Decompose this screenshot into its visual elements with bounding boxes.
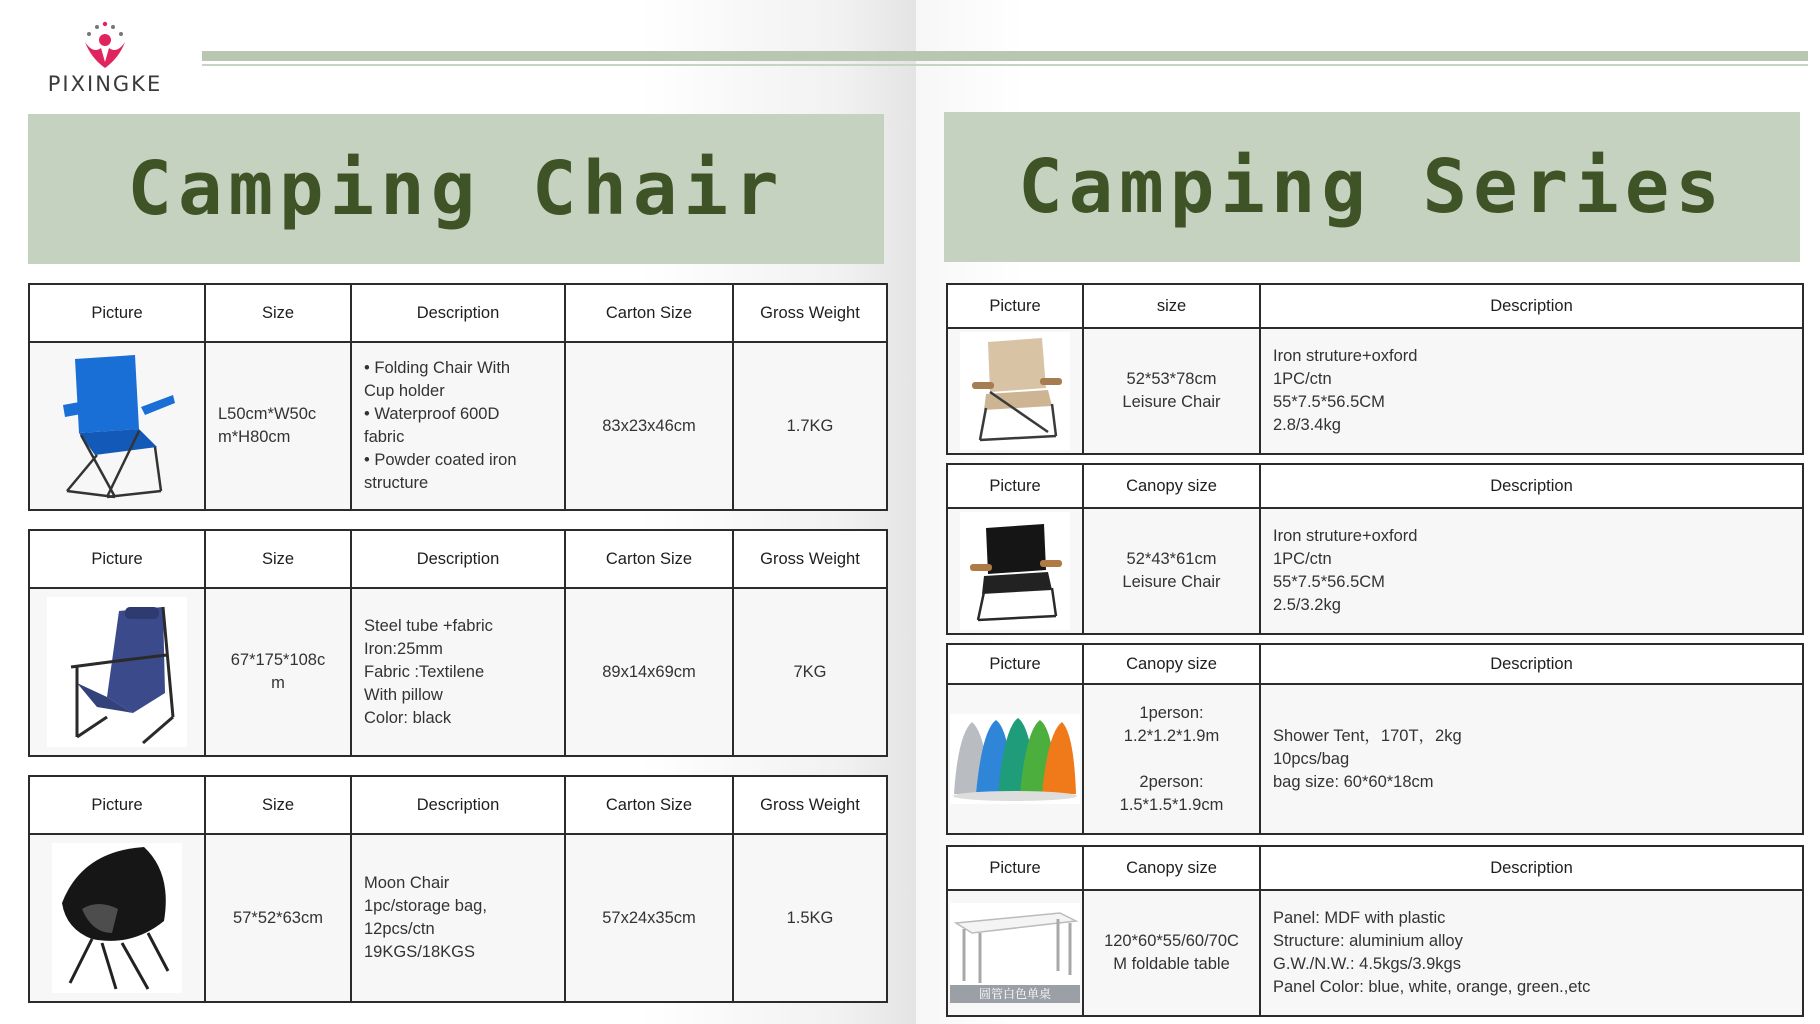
description-line: bag size: 60*60*18cm	[1273, 772, 1434, 791]
size-cell	[205, 588, 351, 756]
page-title-camping-chair: Camping Chair	[127, 146, 785, 232]
description-line: Fabric :Textilene	[364, 662, 485, 681]
brand-logo	[40, 18, 170, 108]
header-canopy-size: Canopy size	[1083, 644, 1260, 684]
header-picture: Picture	[947, 846, 1083, 890]
header-picture: Picture	[29, 530, 205, 588]
description-cell	[1260, 508, 1803, 634]
description-line: 2.8/3.4kg	[1273, 416, 1341, 434]
header-carton-size: Carton Size	[565, 530, 733, 588]
header-canopy-size: Canopy size	[1083, 464, 1260, 508]
size-cell	[1083, 328, 1260, 454]
khaki-leisure-chair-image	[960, 332, 1070, 450]
series-table-3	[946, 643, 1804, 835]
size-line	[1084, 748, 1259, 771]
description-line: Iron struture+oxford	[1273, 347, 1418, 365]
description-line: 12pcs/ctn	[364, 920, 435, 938]
header-rule-thin	[202, 64, 1808, 66]
description-line: Panel: MDF with plastic	[1273, 909, 1446, 927]
size-line: 57*52*63cm	[233, 908, 323, 927]
header-description: Description	[351, 530, 565, 588]
description-cell	[1260, 328, 1803, 454]
description-cell	[351, 342, 565, 510]
size-line: 1person:	[1139, 703, 1204, 722]
header-description: Description	[1260, 846, 1803, 890]
size-line: Leisure Chair	[1122, 573, 1221, 591]
blue-folding-chair-image	[57, 351, 177, 501]
size-line: M foldable table	[1113, 955, 1230, 973]
header-gross-weight: Gross Weight	[733, 284, 887, 342]
size-line: Leisure Chair	[1122, 393, 1221, 411]
header-description: Description	[1260, 644, 1803, 684]
description-line: G.W./N.W.: 4.5kgs/3.9kgs	[1273, 955, 1461, 973]
description-line: 1PC/ctn	[1273, 550, 1332, 568]
chair-table-3	[28, 775, 888, 1003]
header-carton-size: Carton Size	[565, 776, 733, 834]
description-line: • Powder coated iron	[364, 451, 517, 469]
description-line: • Folding Chair With	[364, 359, 511, 377]
carton-size-cell: 57x24x35cm	[565, 834, 733, 1002]
header-description: Description	[351, 776, 565, 834]
description-line: 55*7.5*56.5CM	[1273, 393, 1385, 411]
description-line: 19KGS/18KGS	[364, 943, 475, 961]
size-line: 1.2*1.2*1.9m	[1123, 726, 1220, 745]
size-cell	[1083, 508, 1260, 634]
product-picture-cell	[29, 834, 205, 1002]
chair-table-2	[28, 529, 888, 757]
product-picture-cell	[947, 328, 1083, 454]
description-cell	[1260, 684, 1803, 834]
header-gross-weight: Gross Weight	[733, 530, 887, 588]
brand-name: PIXINGKE	[47, 72, 163, 96]
description-line: Shower Tent，170T，2kg	[1273, 726, 1462, 745]
header-carton-size: Carton Size	[565, 284, 733, 342]
product-picture-cell	[947, 890, 1083, 1016]
foldable-table-image	[950, 903, 1080, 1003]
header-size: size	[1083, 284, 1260, 328]
gross-weight-cell: 7KG	[733, 588, 887, 756]
description-line: Structure: aluminium alloy	[1273, 932, 1463, 950]
size-cell	[205, 342, 351, 510]
series-table-1	[946, 283, 1804, 455]
header-picture: Picture	[947, 464, 1083, 508]
header-size: Size	[205, 776, 351, 834]
header-picture: Picture	[29, 284, 205, 342]
header-size: Size	[205, 284, 351, 342]
header-size: Size	[205, 530, 351, 588]
gross-weight-cell: 1.7KG	[733, 342, 887, 510]
header-description: Description	[351, 284, 565, 342]
header-gross-weight: Gross Weight	[733, 776, 887, 834]
description-line: 1PC/ctn	[1273, 370, 1332, 388]
carton-size-cell: 89x14x69cm	[565, 588, 733, 756]
description-cell	[351, 834, 565, 1002]
carton-size-cell: 83x23x46cm	[565, 342, 733, 510]
series-table-4	[946, 845, 1804, 1017]
table-image-caption: 圆管白色单桌	[978, 987, 1052, 1001]
description-line: With pillow	[364, 685, 443, 704]
description-line: Color: black	[364, 708, 452, 727]
shower-tents-image	[950, 714, 1080, 804]
gross-weight-cell: 1.5KG	[733, 834, 887, 1002]
black-moon-chair-image	[52, 843, 182, 993]
description-line: 55*7.5*56.5CM	[1273, 573, 1385, 591]
size-line: 120*60*55/60/70C	[1104, 932, 1239, 950]
logo-figure-icon	[75, 18, 135, 70]
size-line: m*H80cm	[218, 428, 291, 446]
blue-recliner-chair-image	[47, 597, 187, 747]
product-picture-cell	[29, 342, 205, 510]
header-description: Description	[1260, 284, 1803, 328]
product-picture-cell	[947, 684, 1083, 834]
size-cell	[1083, 890, 1260, 1016]
product-picture-cell	[947, 508, 1083, 634]
page-title-camping-series: Camping Series	[1018, 144, 1726, 230]
size-line: 52*43*61cm	[1126, 550, 1217, 568]
header-rule	[202, 51, 1808, 61]
size-line: 1.5*1.5*1.9cm	[1119, 795, 1224, 814]
header-picture: Picture	[947, 284, 1083, 328]
size-line: L50cm*W50c	[218, 405, 317, 423]
size-cell	[1083, 684, 1260, 834]
header-description: Description	[1260, 464, 1803, 508]
description-line: Iron:25mm	[364, 639, 443, 658]
size-cell	[205, 834, 351, 1002]
product-picture-cell	[29, 588, 205, 756]
description-line: Panel Color: blue, white, orange, green.,etc	[1273, 978, 1591, 996]
title-banner-right	[944, 112, 1800, 262]
chair-table-1	[28, 283, 888, 511]
description-line: fabric	[364, 428, 405, 446]
description-line: Iron struture+oxford	[1273, 527, 1418, 545]
size-line: 2person:	[1139, 772, 1204, 791]
description-line: 10pcs/bag	[1273, 749, 1350, 768]
size-line: 67*175*108c	[230, 651, 326, 669]
description-line: • Waterproof 600D	[364, 405, 500, 423]
size-line: m	[271, 674, 285, 692]
description-line: 2.5/3.2kg	[1273, 596, 1341, 614]
description-cell	[351, 588, 565, 756]
size-line: 52*53*78cm	[1126, 370, 1217, 388]
header-picture: Picture	[29, 776, 205, 834]
series-table-2	[946, 463, 1804, 635]
description-line: 1pc/storage bag,	[364, 897, 487, 915]
description-line: Cup holder	[364, 382, 445, 400]
description-line: Moon Chair	[364, 874, 450, 892]
description-line: structure	[364, 474, 429, 492]
black-leisure-chair-image	[960, 512, 1070, 630]
header-picture: Picture	[947, 644, 1083, 684]
description-cell	[1260, 890, 1803, 1016]
description-line: Steel tube +fabric	[364, 616, 493, 635]
header-canopy-size: Canopy size	[1083, 846, 1260, 890]
title-banner-left	[28, 114, 884, 264]
